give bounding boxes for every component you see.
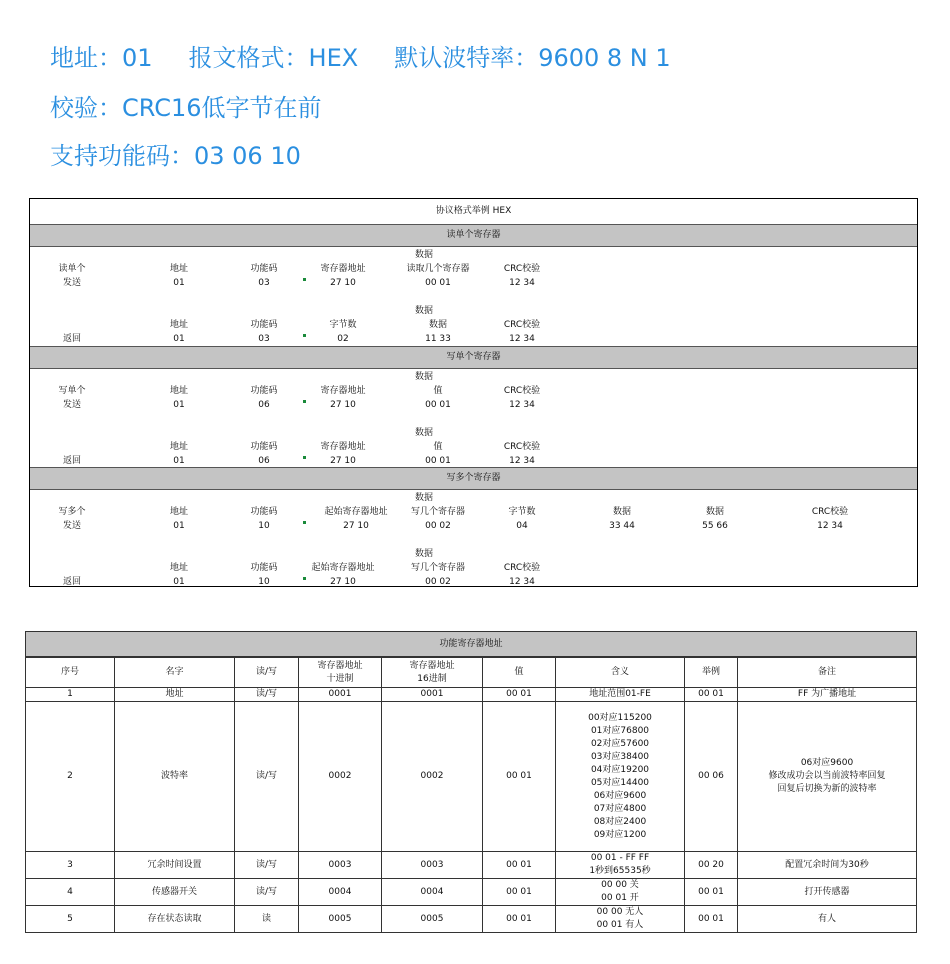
table-cell: 00 01 — [483, 906, 556, 933]
protocol-section-title: 写单个寄存器 — [30, 346, 917, 369]
column-header: 名字 — [115, 657, 235, 688]
protocol-field-value: 00 02 — [425, 521, 451, 531]
register-address-table — [25, 631, 917, 933]
protocol-data-label: 数据 — [414, 428, 433, 438]
protocol-field-header: 功能码 — [250, 507, 278, 517]
header-line-1 — [50, 38, 671, 73]
table-cell: 0001 — [382, 688, 483, 702]
cell-comment-marker — [303, 577, 306, 580]
protocol-field-value: 01 — [173, 400, 185, 410]
protocol-field-header: 字节数 — [508, 507, 536, 517]
protocol-field-header: 功能码 — [250, 442, 278, 452]
header-baud: 默认波特率：9600 8 N 1 — [394, 44, 671, 72]
table-cell: 2 — [26, 702, 115, 852]
header-check: 校验：CRC16低字节在前 — [50, 94, 322, 122]
column-header: 读/写 — [235, 657, 299, 688]
table-cell: 存在状态读取 — [115, 906, 235, 933]
column-header: 寄存器地址 十进制 — [299, 657, 382, 688]
protocol-field-header: 寄存器地址 — [320, 264, 366, 274]
protocol-row-label: 写多个 — [58, 507, 86, 517]
protocol-field-value: 11 33 — [425, 334, 451, 344]
protocol-field-header: 数据 — [428, 320, 447, 330]
table-cell: 00 06 — [685, 702, 738, 852]
register-table-title: 功能寄存器地址 — [26, 632, 917, 658]
table-cell: 有人 — [738, 906, 917, 933]
protocol-row-label: 发送 — [62, 521, 81, 531]
column-header: 含义 — [556, 657, 685, 688]
table-row — [26, 879, 917, 906]
table-row — [26, 852, 917, 879]
protocol-field-value: 10 — [258, 521, 270, 531]
protocol-field-value: 55 66 — [702, 521, 728, 531]
protocol-section-title: 读单个寄存器 — [30, 224, 917, 247]
table-cell: FF 为广播地址 — [738, 688, 917, 702]
table-cell: 0005 — [299, 906, 382, 933]
protocol-field-value: 00 01 — [425, 400, 451, 410]
protocol-field-header: CRC校验 — [503, 442, 541, 452]
protocol-field-header: 功能码 — [250, 563, 278, 573]
header-functions: 支持功能码：03 06 10 — [50, 142, 301, 170]
table-cell: 读/写 — [235, 702, 299, 852]
protocol-field-value: 01 — [173, 521, 185, 531]
protocol-field-value: 12 34 — [509, 456, 535, 466]
protocol-row-label: 返回 — [62, 577, 81, 587]
protocol-field-header: 写几个寄存器 — [410, 563, 465, 573]
table-cell: 读/写 — [235, 688, 299, 702]
protocol-field-value: 27 10 — [330, 278, 356, 288]
protocol-field-value: 00 01 — [425, 278, 451, 288]
protocol-field-header: 数据 — [705, 507, 724, 517]
table-cell: 0004 — [382, 879, 483, 906]
protocol-field-header: 寄存器地址 — [320, 442, 366, 452]
protocol-field-header: 功能码 — [250, 386, 278, 396]
protocol-field-value: 33 44 — [609, 521, 635, 531]
protocol-field-header: CRC校验 — [503, 264, 541, 274]
protocol-field-header: 地址 — [169, 442, 188, 452]
protocol-field-header: 读取几个寄存器 — [406, 264, 470, 274]
table-cell: 0005 — [382, 906, 483, 933]
protocol-row-label: 发送 — [62, 400, 81, 410]
protocol-field-value: 03 — [258, 334, 270, 344]
table-cell: 冗余时间设置 — [115, 852, 235, 879]
protocol-row-label: 读单个 — [58, 264, 86, 274]
table-cell: 00 01 — [483, 702, 556, 852]
table-cell: 读 — [235, 906, 299, 933]
protocol-data-label: 数据 — [414, 372, 433, 382]
protocol-field-value: 12 34 — [509, 400, 535, 410]
cell-comment-marker — [303, 521, 306, 524]
table-cell: 4 — [26, 879, 115, 906]
table-header-row — [26, 657, 917, 688]
table-cell: 波特率 — [115, 702, 235, 852]
table-cell: 3 — [26, 852, 115, 879]
protocol-field-header: 数据 — [612, 507, 631, 517]
protocol-field-header: 地址 — [169, 507, 188, 517]
table-cell: 00 00 无人 00 01 有人 — [556, 906, 685, 933]
header-format: 报文格式：HEX — [188, 44, 359, 72]
protocol-field-value: 01 — [173, 334, 185, 344]
table-row — [26, 702, 917, 852]
protocol-table-title: 协议格式举例 HEX — [30, 199, 917, 225]
table-cell: 读/写 — [235, 879, 299, 906]
protocol-field-header: 值 — [433, 386, 443, 396]
protocol-field-value: 12 34 — [509, 577, 535, 587]
table-cell: 00 01 — [483, 879, 556, 906]
table-cell: 00 00 关 00 01 开 — [556, 879, 685, 906]
protocol-field-value: 02 — [337, 334, 349, 344]
table-cell: 0003 — [299, 852, 382, 879]
protocol-field-header: CRC校验 — [503, 563, 541, 573]
table-cell: 0002 — [299, 702, 382, 852]
protocol-field-header: 地址 — [169, 320, 188, 330]
protocol-section-title: 写多个寄存器 — [30, 467, 917, 490]
protocol-field-header: 起始寄存器地址 — [311, 563, 375, 573]
table-cell: 00对应115200 01对应76800 02对应57600 03对应38400 04对应19200 05对应14400 06对应9600 07对应4800 08对应2400 09对应1200 — [556, 702, 685, 852]
table-cell: 地址 — [115, 688, 235, 702]
cell-comment-marker — [303, 278, 306, 281]
column-header: 值 — [483, 657, 556, 688]
protocol-field-value: 12 34 — [817, 521, 843, 531]
protocol-field-header: CRC校验 — [503, 386, 541, 396]
protocol-data-label: 数据 — [414, 493, 433, 503]
table-cell: 0001 — [299, 688, 382, 702]
cell-comment-marker — [303, 334, 306, 337]
protocol-field-header: 值 — [433, 442, 443, 452]
protocol-example-table — [29, 198, 918, 587]
protocol-data-label: 数据 — [414, 250, 433, 260]
table-cell: 地址范围01-FE — [556, 688, 685, 702]
protocol-field-value: 12 34 — [509, 334, 535, 344]
protocol-field-value: 12 34 — [509, 278, 535, 288]
protocol-field-value: 06 — [258, 456, 270, 466]
protocol-field-header: 功能码 — [250, 264, 278, 274]
protocol-field-header: 地址 — [169, 386, 188, 396]
protocol-field-value: 04 — [516, 521, 528, 531]
protocol-field-header: 字节数 — [329, 320, 357, 330]
protocol-field-value: 00 02 — [425, 577, 451, 587]
protocol-field-value: 27 10 — [343, 521, 369, 531]
protocol-field-value: 01 — [173, 456, 185, 466]
table-cell: 00 01 — [685, 688, 738, 702]
protocol-field-header: 寄存器地址 — [320, 386, 366, 396]
column-header: 序号 — [26, 657, 115, 688]
table-cell: 00 01 - FF FF 1秒到65535秒 — [556, 852, 685, 879]
table-cell: 0003 — [382, 852, 483, 879]
table-row — [26, 906, 917, 933]
table-cell: 1 — [26, 688, 115, 702]
table-cell: 00 01 — [685, 906, 738, 933]
protocol-data-label: 数据 — [414, 306, 433, 316]
protocol-field-value: 27 10 — [330, 400, 356, 410]
protocol-field-value: 00 01 — [425, 456, 451, 466]
table-cell: 06对应9600 修改成功会以当前波特率回复 回复后切换为新的波特率 — [738, 702, 917, 852]
protocol-field-value: 10 — [258, 577, 270, 587]
protocol-row-label: 写单个 — [58, 386, 86, 396]
table-row — [26, 688, 917, 702]
protocol-field-header: 地址 — [169, 264, 188, 274]
protocol-field-header: 写几个寄存器 — [410, 507, 465, 517]
cell-comment-marker — [303, 400, 306, 403]
table-cell: 00 01 — [483, 688, 556, 702]
protocol-field-header: 功能码 — [250, 320, 278, 330]
column-header: 备注 — [738, 657, 917, 688]
protocol-field-value: 06 — [258, 400, 270, 410]
protocol-row-label: 发送 — [62, 278, 81, 288]
protocol-field-value: 01 — [173, 278, 185, 288]
protocol-field-header: CRC校验 — [811, 507, 849, 517]
table-cell: 读/写 — [235, 852, 299, 879]
protocol-field-value: 27 10 — [330, 456, 356, 466]
table-cell: 0002 — [382, 702, 483, 852]
protocol-field-header: 起始寄存器地址 — [324, 507, 388, 517]
column-header: 寄存器地址 16进制 — [382, 657, 483, 688]
table-cell: 打开传感器 — [738, 879, 917, 906]
protocol-field-header: 地址 — [169, 563, 188, 573]
table-cell: 5 — [26, 906, 115, 933]
protocol-field-value: 03 — [258, 278, 270, 288]
table-cell: 00 01 — [685, 879, 738, 906]
protocol-row-label: 返回 — [62, 456, 81, 466]
column-header: 举例 — [685, 657, 738, 688]
table-cell: 00 20 — [685, 852, 738, 879]
protocol-field-value: 27 10 — [330, 577, 356, 587]
protocol-field-header: CRC校验 — [503, 320, 541, 330]
header-address: 地址：01 — [50, 44, 153, 72]
protocol-field-value: 01 — [173, 577, 185, 587]
table-cell: 0004 — [299, 879, 382, 906]
protocol-data-label: 数据 — [414, 549, 433, 559]
table-cell: 配置冗余时间为30秒 — [738, 852, 917, 879]
table-cell: 00 01 — [483, 852, 556, 879]
cell-comment-marker — [303, 456, 306, 459]
protocol-row-label: 返回 — [62, 334, 81, 344]
table-cell: 传感器开关 — [115, 879, 235, 906]
